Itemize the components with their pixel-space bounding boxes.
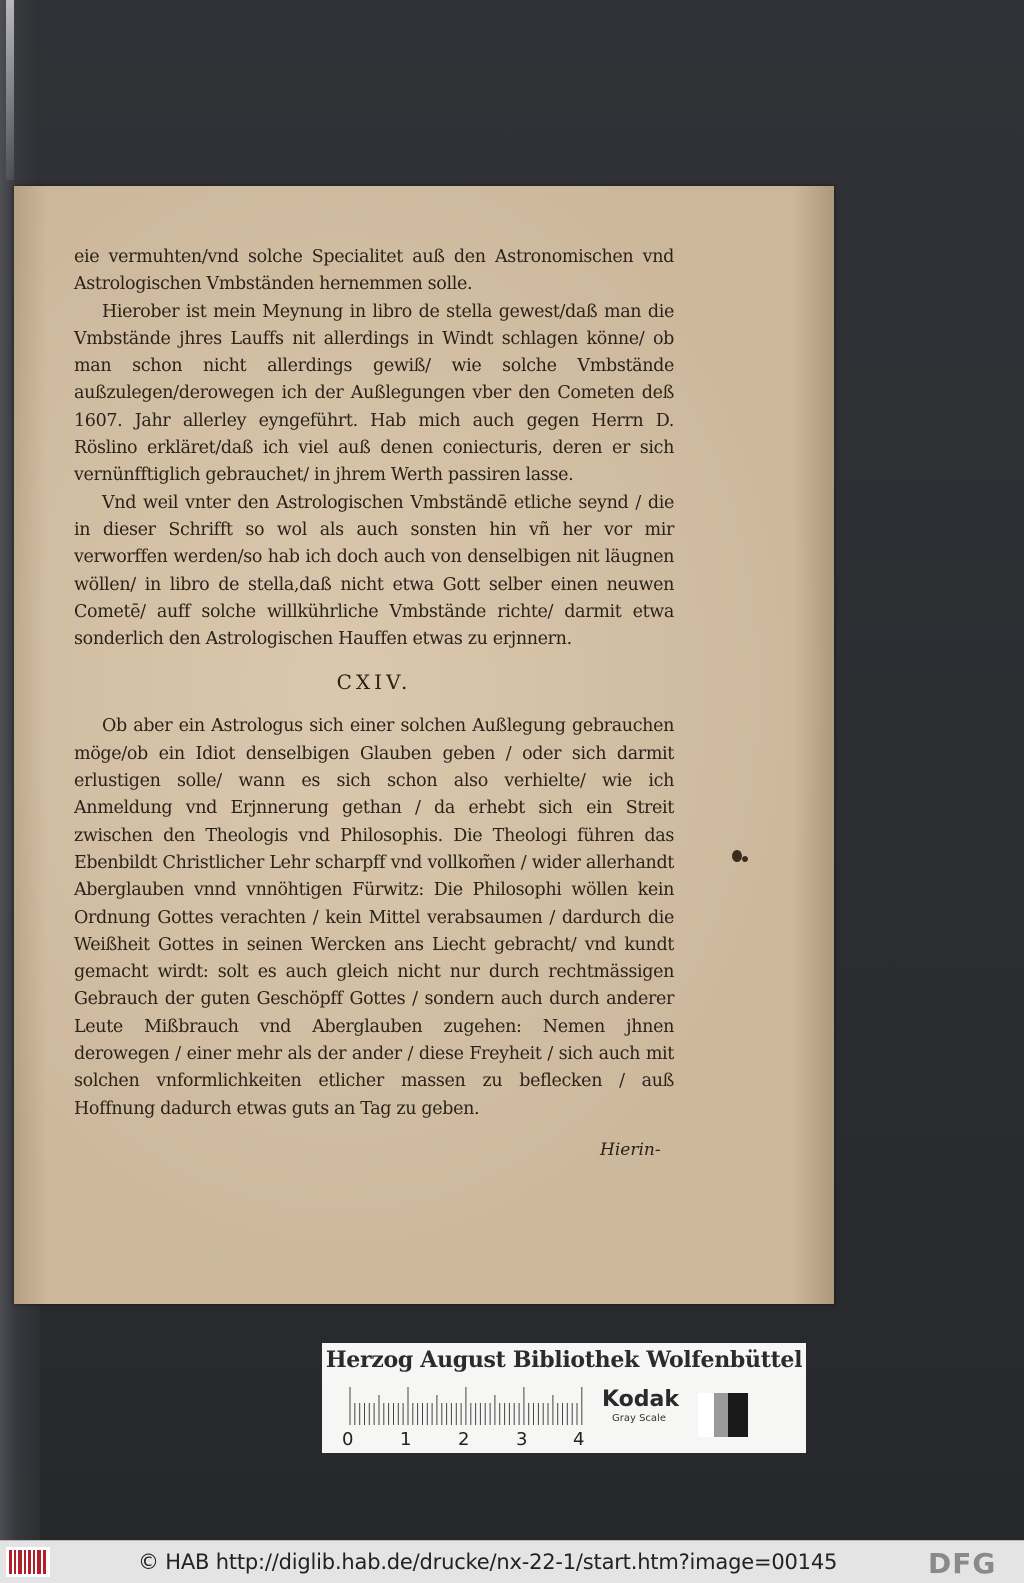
section-heading: CXIV. bbox=[336, 670, 412, 695]
ruler-number: 2 bbox=[458, 1429, 470, 1450]
page-text bbox=[74, 244, 674, 1123]
footer-bar bbox=[0, 1540, 1024, 1583]
gray-scale-label: Gray Scale bbox=[612, 1413, 666, 1424]
dfg-logo: DFG bbox=[928, 1547, 997, 1580]
gray-patch bbox=[698, 1393, 714, 1437]
ruler-number: 0 bbox=[342, 1429, 354, 1450]
paragraph: Vnd weil vnter den Astrologischen Vmbständē etliche seynd / die in dieser Schrifft so wol als auch sonsten hin vñ her vor mir verworffen werden/so hab ich doch auch von denselbigen nit läugnen wöllen/ in libro de stella,daß nicht etwa Gott selber einen neuwen Cometē/ auff solche willkührliche Vmbstände richte/ darmit etwa sonderlich den Astrologischen Hauffen etwas zu erjnnern. bbox=[74, 492, 674, 650]
ruler-number: 3 bbox=[516, 1429, 528, 1450]
hab-barcode-logo-icon bbox=[6, 1547, 50, 1577]
ink-stain bbox=[742, 856, 748, 862]
color-calibration-bar bbox=[322, 1343, 806, 1453]
copyright-link[interactable]: © HAB http://diglib.hab.de/drucke/nx-22-1/start.htm?image=00145 bbox=[138, 1550, 838, 1574]
ruler-number: 1 bbox=[400, 1429, 412, 1450]
ruler-number: 4 bbox=[573, 1429, 585, 1450]
paragraph: Ob aber ein Astrologus sich einer solchen Außlegung gebrauchen möge/ob ein Idiot denselbigen Glauben geben / oder sich darmit erlustigen solle/ wann es sich schon also verhielte/ wie ich Anmeldung vnd Erjnnerung gethan / da erhebt sich ein Streit zwischen den Theologis vnd Philosophis. Die Theologi führen das Ebenbildt Christlicher Lehr scharpff vnd vollkom̃en / wider allerhandt Aberglauben vnnd vnnöhtigen Fürwitz: Die Philosophi wöllen kein Ordnung Gottes verachten / kein Mittel verabsaumen / dardurch die Weißheit Gottes in seinen Wercken ans Liecht gebracht/ vnd kundt gemacht wirdt: solt es auch gleich nicht nur durch rechtmässigen Gebrauch der guten Geschöpff Gottes / sondern auch durch anderer Leute Mißbrauch vnd Aberglauben zugehen: Nemen jhnen derowegen / einer mehr als der ander / diese Freyheit / sich auch mit solchen vnformlichkeiten etlicher massen zu beflecken / auß Hoffnung dadurch etwas guts an Tag zu geben. bbox=[74, 716, 674, 1119]
paragraph: eie vermuhten/vnd solche Specialitet auß den Astronomischen vnd Astrologischen Vmbständen hernemmen solle. bbox=[74, 247, 674, 295]
gray-patch bbox=[714, 1393, 728, 1437]
ink-stain bbox=[732, 850, 742, 862]
catchword: Hierin- bbox=[600, 1140, 661, 1160]
gray-patch bbox=[728, 1393, 748, 1437]
ruler-scale bbox=[348, 1387, 584, 1427]
paragraph: Hierober ist mein Meynung in libro de stella gewest/daß man die Vmbstände jhres Lauffs nit allerdings in Windt schlagen könne/ ob man schon nicht allerdings gewiß/ wie solche Vmbstände außzulegen/derowegen ich der Außlegungen vber den Cometen deß 1607. Jahr allerley eyngeführt. Hab mich auch gegen Herrn D. Röslino erkläret/daß ich viel auß denen coniecturis, deren er sich vernünfftiglich gebrauchet/ in jhrem Werth passiren lasse. bbox=[74, 301, 674, 486]
kodak-logo: Kodak bbox=[602, 1387, 679, 1412]
library-name: Herzog August Bibliothek Wolfenbüttel bbox=[325, 1347, 803, 1373]
